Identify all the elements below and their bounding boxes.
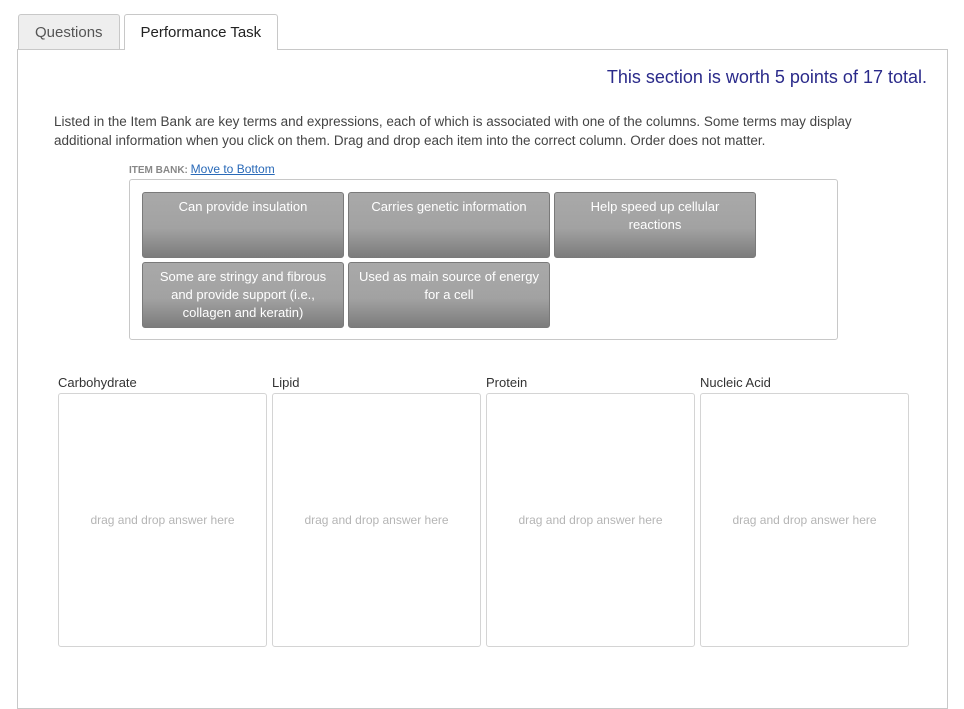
instructions-text: Listed in the Item Bank are key terms and expressions, each of which is associated with one of the columns. Some terms may display additional information when you click on them. Drag and drop each item into the correct column. Order does not matter. — [54, 114, 852, 148]
column-protein — [486, 374, 695, 647]
drop-zone-protein[interactable] — [486, 393, 695, 647]
column-title: Carbohydrate — [58, 375, 137, 390]
performance-task-panel — [17, 49, 948, 709]
tab-bar — [18, 14, 282, 50]
drop-placeholder: drag and drop answer here — [518, 513, 663, 527]
bank-item-energy-source[interactable]: Used as main source of energy for a cell — [348, 262, 550, 328]
bank-item-genetic-information[interactable]: Carries genetic information — [348, 192, 550, 258]
column-carbohydrate — [58, 374, 267, 647]
column-nucleic-acid — [700, 374, 909, 647]
drop-zone-lipid[interactable] — [272, 393, 481, 647]
drop-zone-carbohydrate[interactable] — [58, 393, 267, 647]
tab-questions[interactable]: Questions — [18, 14, 120, 49]
bank-item-speed-up-reactions[interactable]: Help speed up cellular reactions — [554, 192, 756, 258]
drop-placeholder: drag and drop answer here — [732, 513, 877, 527]
item-bank-header — [129, 162, 275, 176]
column-lipid — [272, 374, 481, 647]
column-title: Nucleic Acid — [700, 375, 771, 390]
bank-item-insulation[interactable]: Can provide insulation — [142, 192, 344, 258]
bank-item-stringy-fibrous[interactable]: Some are stringy and fibrous and provide support (i.e., collagen and keratin) — [142, 262, 344, 328]
column-title: Protein — [486, 375, 528, 390]
item-bank-label: ITEM BANK: — [129, 165, 188, 176]
tab-performance-task[interactable]: Performance Task — [124, 14, 279, 50]
column-title: Lipid — [272, 375, 300, 390]
drop-zone-nucleic-acid[interactable] — [700, 393, 909, 647]
drop-placeholder: drag and drop answer here — [90, 513, 235, 527]
drop-placeholder: drag and drop answer here — [304, 513, 449, 527]
move-to-bottom-link[interactable]: Move to Bottom — [190, 162, 275, 176]
section-worth-text: This section is worth 5 points of 17 total. — [606, 67, 927, 87]
item-bank — [129, 179, 838, 340]
